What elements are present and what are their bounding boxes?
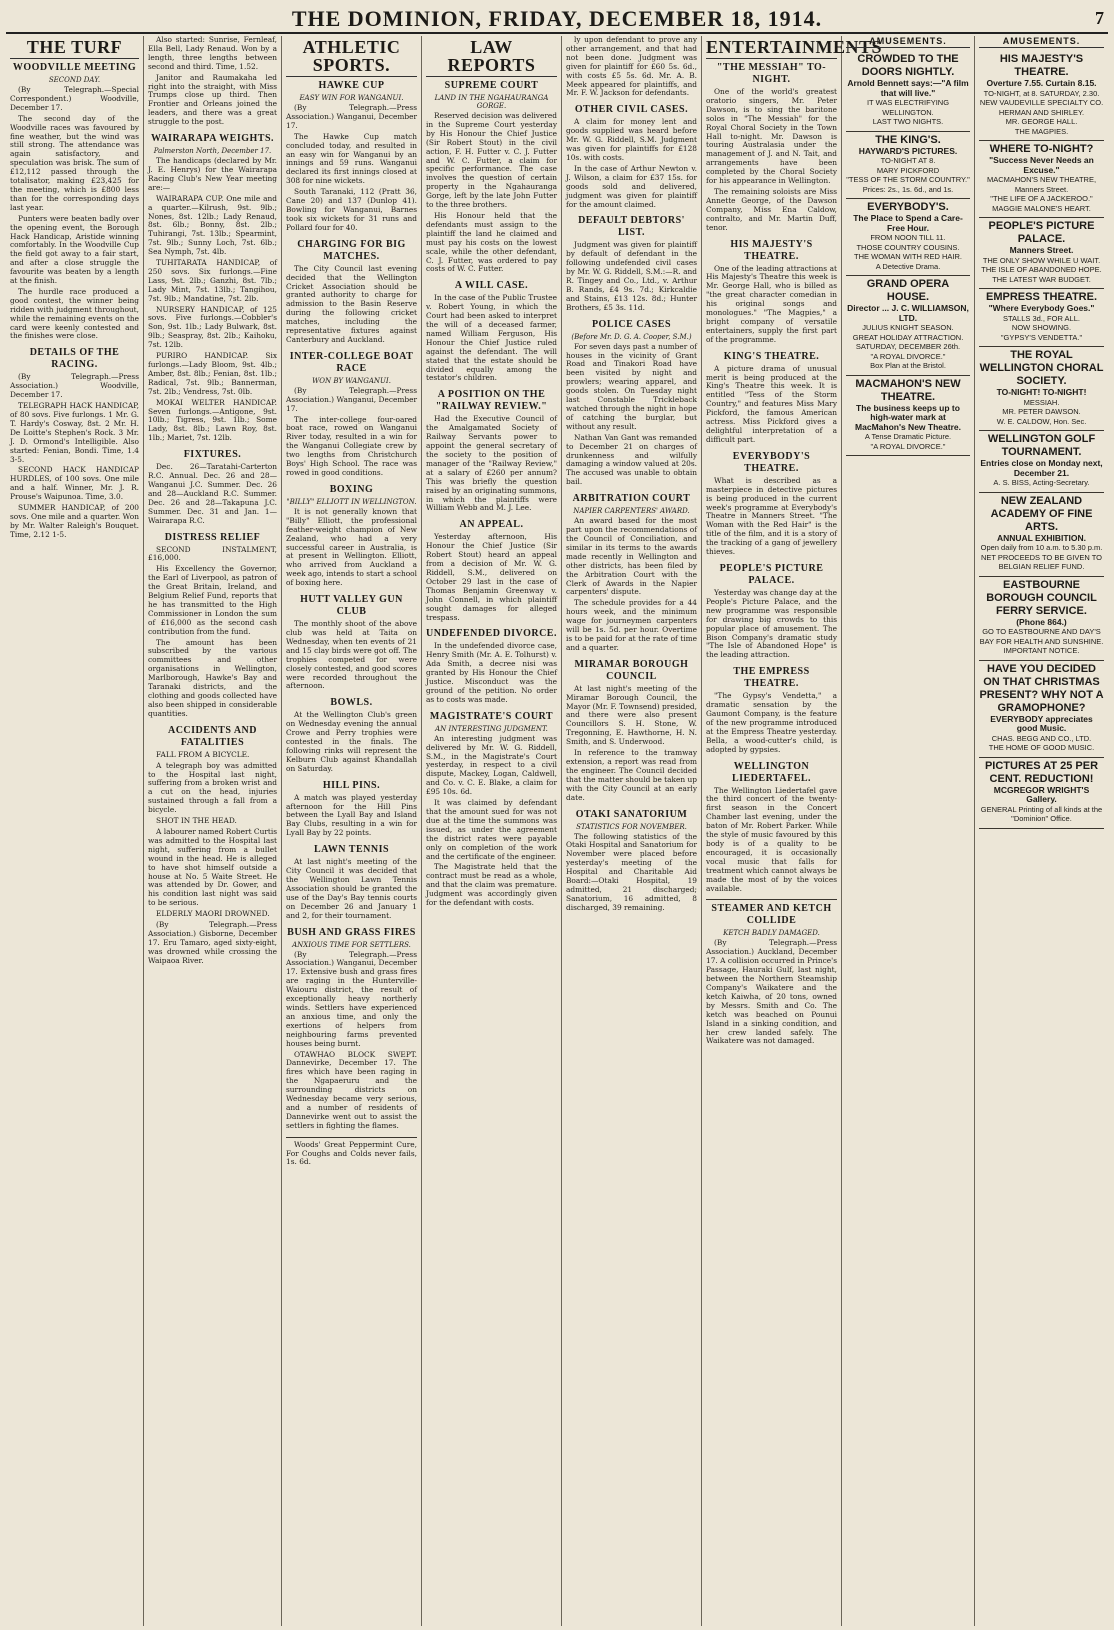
article-paragraph: Reserved decision was delivered in the Supreme Court yesterday by His Honour the Chief Justice (Sir Robert Stout) in the civil action, F. H. Futter v. C. J. Futter and W. C. Futter, a claim for specific performance. The case involves the question of certain property in the Ngahauranga Gorge, left by the late John Futter to the three brothers. — [426, 111, 557, 210]
advertisement — [979, 577, 1104, 661]
advertisement — [979, 661, 1104, 758]
article — [286, 697, 417, 773]
column-heading: ENTERTAINMENTS — [706, 37, 883, 57]
advertisement-line: MACMAHON'S NEW THEATRE, Manners Street. — [986, 175, 1097, 194]
column-heading: THE TURF — [10, 38, 139, 59]
divider-rule — [286, 1137, 417, 1138]
article-paragraph: MOKAI WELTER HANDICAP. Seven furlongs.—Antigone, 9st. 10lb.; Tigress, 9st. 1lb.; Some Lady, 8st. 8lb.; Lawn Roy, 8st. 1lb.; Mariet, 7st. 12lb. — [148, 397, 277, 443]
advertisement-title: EVERYBODY'S. — [867, 201, 949, 213]
article-paragraph: It was claimed by defendant that the amount sued for was not due at the time the summons was issued, as under the agreement the district rates were payable only on completion of the work and the certificate of the engineer. — [426, 798, 557, 861]
column-heading: ATHLETIC SPORTS. — [286, 38, 417, 77]
article — [426, 519, 557, 622]
advertisement-line: MARY PICKFORD — [876, 165, 940, 175]
advertisement-line: The business keeps up to high-water mark at MacMahon's New Theatre. — [855, 402, 961, 432]
advertisement-title: WHERE TO-NIGHT? — [989, 143, 1094, 155]
article-headline: BOWLS. — [330, 697, 373, 709]
article-headline: KING'S THEATRE. — [723, 350, 820, 362]
article-headline: DISTRESS RELIEF — [164, 531, 261, 543]
advertisement-title: PICTURES AT 25 PER CENT. REDUCTION! — [984, 759, 1099, 785]
article-headline: CHARGING FOR BIG MATCHES. — [297, 238, 406, 262]
article — [286, 239, 417, 345]
article-paragraph: The following statistics of the Otaki Hospital and Sanatorium for November were placed before yesterday's meeting of the Hospital and Charitable Aid Board:—Otaki Hospital, 19 admitted, 21 discharged; Sanatorium, 16 admitted, 8 discharged, 39 remaining. — [566, 831, 697, 912]
article-paragraph: The schedule provides for a 44 hours week, and the minimum wage for journeymen carpenters will be 1s. 5d. per hour. Overtime is to be paid for at the rate of time and a quarter. — [566, 598, 697, 652]
article-paragraph: (By Telegraph.—Press Association.) Wanganui, December 17. — [286, 103, 417, 130]
article-paragraph: An interesting judgment was delivered by Mr. W. G. Riddell, S.M., in the Magistrate's Court yesterday, in respect to a civil dispute, Mackey, Logan, Caldwell, and Co. v. C. E. Blake, a claim for £95 10s. 6d. — [426, 733, 557, 797]
article-paragraph: WAIRARAPA CUP. One mile and a quarter.—Kilrush, 9st. 9lb.; Nones, 8st. 12lb.; Lady Renaud, 8st. 6lb.; Bonny, 8st. 2lb.; Tuhirangi, 7st. 13lb.; Spearmint, 7st. 9lb.; Sunny Loch, 7st. 6lb.; Sea Nymph, 7st. 4lb. — [148, 193, 277, 257]
article-paragraph: Had the Executive Council of the Amalgamated Society of Railway Servants power to appoint the general secretary of the society to the position of manager of the "Railway Review," at a salary of £260 per annum? This was briefly the question raised by an originating summons, in which the plaintiffs were William Webb and M. J. Lee. — [426, 414, 557, 513]
advertisement-line: NEW VAUDEVILLE SPECIALTY CO. — [979, 98, 1104, 107]
advertisement-line: THOSE COUNTRY COUSINS. — [856, 242, 960, 252]
article-paragraph: (By Telegraph.—Press Association.) Wanganui, December 17. — [286, 385, 417, 413]
advertisement-title: THE ROYAL WELLINGTON CHORAL SOCIETY. — [979, 349, 1104, 387]
article-paragraph: The Wellington Liedertafel gave the third concert of the twenty-first season in the Concert Chamber last evening, under the baton of Mr. Robert Parker. While the style of music favoured by this body is of a quality to be encouraged, it is occasionally vocal music that falls for treatment which cannot always be made the most of by the voices available. — [706, 785, 837, 893]
article-paragraph: At last night's meeting of the Miramar Borough Council, the Mayor (Mr. F. Townsend) presided, and there were also present Councillors S. H. Stone, W. Tregonning, E. Hawthorne, H. N. Smith, and S. Underwood. — [566, 683, 697, 747]
article-paragraph: The City Council last evening decided that the Wellington Cricket Association should be granted authority to charge for admission to the Basin Reserve during the following cricket matches, including the representative fixtures against Canterbury and Auckland. — [286, 263, 417, 344]
patent-medicine-ad: Woods' Great Peppermint Cure, For Coughs and Colds never fails, 1s. 6d. — [286, 1139, 417, 1167]
article — [286, 844, 417, 920]
article-byline: Palmerston North, December 17. — [153, 147, 272, 156]
article-paragraph: (By Telegraph.—Press Association.) Gisborne, December 17. Eru Tamaro, aged sixty-eight, was drowned while crossing the Waipaoa River. — [148, 920, 277, 965]
advertisement-line: TO-NIGHT AT 8. — [880, 156, 936, 165]
advertisement-line: THE LATEST WAR BUDGET. — [992, 274, 1091, 284]
advertisement-line: Arnold Bennett says:—"A film that will live." — [847, 78, 969, 98]
article-paragraph: (By Telegraph.—Press Association.) Woodville, December 17. — [10, 372, 139, 400]
article — [566, 659, 697, 803]
article-paragraph: "The Gypsy's Vendetta," a dramatic sensation by the Gaumont Company, is the feature of the new programme introduced at the Empress Theatre yesterday. Bella, a wood-cutter's child, is adopted by gypsies. — [706, 691, 837, 754]
article-paragraph: It is not generally known that "Billy" Elliott, the professional feather-weight champion of New Zealand, who had a very successful career in Australia, is at present in Wellington. Elliott, who arrived from Auckland a week ago, intends to start a school of boxing here. — [286, 506, 417, 588]
article-paragraph: TUHITARATA HANDICAP, of 250 sovs. Six furlongs.—Fine Lass, 9st. 2lb.; Ganzhi, 8st. 7lb.; Lady Mint, 7st. 13lb.; Tangihou, 7st. 9lb.; Mandatine, 7st. 2lb. — [148, 258, 277, 303]
article-paragraph: ELDERLY MAORI DROWNED. — [156, 909, 270, 919]
advertisement-line: TO-NIGHT! TO-NIGHT! — [996, 387, 1087, 397]
article-byline: "BILLY" ELLIOTT IN WELLINGTON. — [286, 497, 417, 506]
article-paragraph: (By Telegraph.—Press Association.) Wanganui, December 17. Extensive bush and grass fires are raging in the Hunterville-Waiouru district, the result of exceptionally heavy northerly winds. Settlers have experienced an anxious time, and only the exertions of helpers from neighbouring farms prevented houses being burnt. — [286, 949, 417, 1048]
advertisement-line: MCGREGOR WRIGHT'S Gallery. — [993, 784, 1090, 804]
article-headline: PEOPLE'S PICTURE PALACE. — [719, 562, 824, 586]
article — [426, 711, 557, 908]
article-headline: A POSITION ON THE "RAILWAY REVIEW." — [435, 389, 548, 413]
article — [706, 563, 837, 660]
advertisement-line: A. S. BISS, Acting-Secretary. — [993, 478, 1090, 487]
advertisement-line: IMPORTANT NOTICE. — [1003, 646, 1080, 655]
advertisement-line: "Where Everybody Goes." — [988, 303, 1095, 313]
article-headline: ARBITRATION COURT — [572, 493, 691, 505]
advertisement-line: Entries close on Monday next, December 21. — [980, 458, 1103, 478]
article-paragraph: His Excellency the Governor, the Earl of Liverpool, as patron of the Great Britain, Ireland, and Belgium Relief Fund, reports that he has transmitted to the High Commissioner in London the sum of £16,000 as the second cash contribution from the fund. — [148, 564, 277, 636]
advertisement-line: Manners Street. — [1009, 245, 1074, 255]
article-paragraph: Janitor and Raumakaha led right into the straight, with Miss Trumps close up third. Then Frontier and Orleans joined the leaders, and there was a great struggle to the post. — [148, 72, 277, 127]
article — [706, 451, 837, 557]
advertisement-line: MAGGIE MALONE'S HEART. — [992, 203, 1091, 213]
advertisement-line: HERMAN AND SHIRLEY. — [998, 107, 1085, 117]
advertisement-line: THE HOME OF GOOD MUSIC. — [988, 743, 1095, 752]
article-headline: "THE MESSIAH" TO-NIGHT. — [716, 62, 827, 85]
article-byline: ANXIOUS TIME FOR SETTLERS. — [292, 940, 411, 949]
article — [426, 628, 557, 704]
advertisement-line: GENERAL Printing of all kinds at the "Dominion" Office. — [980, 804, 1103, 823]
advertisement — [979, 51, 1104, 141]
article-byline: LAND IN THE NGAHAURANGA GORGE. — [434, 94, 549, 110]
advertisement-line: "A ROYAL DIVORCE." — [870, 351, 946, 361]
advertisement-line: JULIUS KNIGHT SEASON. — [862, 323, 954, 332]
article — [10, 62, 139, 341]
article-paragraph: The handicaps (declared by Mr. J. E. Henrys) for the Wairarapa Racing Club's New Year meeting are:— — [148, 156, 277, 192]
article-byline: EASY WIN FOR WANGANUI. — [299, 94, 404, 102]
article-paragraph: The inter-college four-oared boat race, rowed on Wanganui River today, resulted in a win for the Wanganui Collegiate crew by two lengths from Christchurch Boys' High School. The race was rowed in good conditions. — [286, 414, 417, 477]
article-headline: HUTT VALLEY GUN CLUB — [300, 594, 403, 618]
article-headline: DEFAULT DEBTORS' LIST. — [578, 215, 685, 239]
article-byline: AN INTERESTING JUDGMENT. — [435, 724, 548, 733]
article-headline: SUPREME COURT — [444, 80, 539, 91]
article-paragraph: The Hawke Cup match concluded today, and resulted in an easy win for Wanganui by an innings and 59 runs. Wanganui declared its first innings closed at 308 for nine wickets. — [286, 131, 417, 186]
article-paragraph: The second day of the Woodville races was favoured by fine weather, but the wind was still strong. The attendance was again satisfactory, and speculation was brisk. The sum of £12,112 passed through the totalisator, making £23,425 for the meeting, which is £800 less than for the corresponding days last year. — [10, 113, 139, 212]
advertisement-line: THE ISLE OF ABANDONED HOPE. — [981, 265, 1102, 274]
article — [148, 36, 277, 127]
advertisement-title: GRAND OPERA HOUSE. — [866, 278, 950, 303]
advertisement-line: THE ONLY SHOW WHILE U WAIT. — [982, 255, 1101, 265]
article — [706, 761, 837, 894]
article — [566, 319, 697, 488]
article-paragraph: A claim for money lent and goods supplied was heard before Mr. W. G. Riddell, S.M. Judgment was given for plaintiffs for £128 10s. with costs. — [566, 117, 697, 162]
advertisement-line: GREAT HOLIDAY ATTRACTION. — [852, 332, 964, 342]
article-headline: EVERYBODY'S THEATRE. — [732, 450, 811, 474]
article-paragraph: A telegraph boy was admitted to the Hospital last night, suffering from a broken wrist and a cut on the head, injuries sustained through a fall from a bicycle. — [148, 760, 277, 815]
article-paragraph: (By Telegraph.—Press Association.) Auckland, December 17. A collision occurred in Prince's Passage, Hauraki Gulf, last night, between the Northern Steamship Company's Waikatere and the ketch Kaiwha, of 20 tons, owned by Messrs. Smith and Co. The ketch was beached on Pounui Island in a sinking condition, and her crew landed safely. The Waikatere was not damaged. — [706, 938, 837, 1046]
article-paragraph: Yesterday was change day at the People's Picture Palace, and the new programme was responsible for drawing big crowds to this popular place of amusement. The Bison Company's dramatic study "The Isle of Abandoned Hope" is the leading attraction. — [706, 587, 837, 660]
article-headline: DETAILS OF THE RACING. — [29, 347, 120, 371]
article-paragraph: In the case of Arthur Newton v. J. Wilson, a claim for £37 15s. for goods sold and delivered, judgment was given for plaintiff for the amount claimed. — [566, 163, 697, 209]
article — [706, 351, 837, 445]
article-paragraph: In the undefended divorce case, Henry Smith (Mr. A. E. Tolhurst) v. Ada Smith, a decree nisi was granted by His Honour the Chief Justice. Misconduct was the ground of the petition. No order as to costs was made. — [426, 641, 557, 704]
column-turf — [6, 36, 144, 1626]
advertisement — [979, 289, 1104, 347]
masthead-title: THE DOMINION, FRIDAY, DECEMBER 18, 1914. — [291, 6, 823, 31]
article-headline: FIXTURES. — [183, 449, 242, 461]
advertisement-line: "TESS OF THE STORM COUNTRY." — [846, 175, 970, 184]
column-law-reports-continued — [562, 36, 702, 1626]
advertisement-title: EASTBOURNE BOROUGH COUNCIL FERRY SERVICE. — [986, 578, 1097, 617]
article-headline: STEAMER AND KETCH COLLIDE — [711, 903, 832, 927]
article-headline: HAWKE CUP — [318, 80, 385, 91]
columns — [6, 36, 1108, 1626]
advertisement-line: "GYPSY'S VENDETTA." — [1000, 332, 1083, 342]
article — [286, 80, 417, 233]
advertisement-line: "THE LIFE OF A JACKEROO." — [990, 194, 1093, 203]
article-headline: AN APPEAL. — [459, 519, 524, 531]
article-paragraph: The remaining soloists are Miss Annette George, of the Dawson Company, Miss Ena Caldow, contralto, and Mr. Martin Duff, tenor. — [706, 186, 837, 232]
article-paragraph: An award based for the most part upon the recommendations of the Council of Conciliation, and similar in its terms to the awards made recently in Wellington and other districts, has been filed by the Arbitration Court with the Clerk of Awards in the Napier carpenters' dispute. — [566, 516, 697, 597]
page-number: 7 — [1095, 8, 1104, 28]
article-paragraph: SHOT IN THE HEAD. — [156, 816, 237, 826]
article — [286, 780, 417, 839]
article-headline: OTAKI SANATORIUM — [575, 808, 688, 820]
advertisement-title: NEW ZEALAND ACADEMY OF FINE ARTS. — [990, 494, 1093, 533]
article — [148, 449, 277, 525]
advertisement-line: Overture 7.55. Curtain 8.15. — [986, 78, 1097, 88]
article-paragraph: A labourer named Robert Curtis was admitted to the Hospital last night, suffering from a bullet wound in the head. He is alleged to have shot himself outside a house at No. 5 Waite Street. He was attended by Dr. Gower, and his condition last night was said to be serious. — [148, 826, 277, 908]
article-paragraph: In the case of the Public Trustee v. Robert Young, in which the Court had been asked to interpret the will of a deceased farmer, named William Ferguson, His Honour the Chief Justice ruled against the defendant. The will stated that the estate should be divided equally among the testator's children. — [426, 293, 557, 383]
article-paragraph: A match was played yesterday afternoon for the Hill Pins between the Lyall Bay and Island Bay Clubs, resulting in a win for Lyall Bay by 22 points. — [286, 792, 417, 838]
advertisement-line: IT WAS ELECTRIFYING WELLINGTON. — [866, 98, 950, 117]
article-paragraph: For seven days past a number of houses in the vicinity of Grant Road and Tinakori Road have been visited by night and prowlers; wearing apparel, and goods stolen. On Tuesday night last Constable Trickleback watched through the night in hope of catching the burglar, but without any result. — [566, 341, 697, 431]
column-amusements-1 — [842, 36, 975, 1626]
advertisement — [846, 376, 970, 457]
article-paragraph: Punters were beaten badly over the opening event, the Borough Hack Handicap, Aristide winning comfortably. In the Woodville Cup the field got away to a fair start, and after a close struggle the favourite was beaten by a length at the finish. — [10, 213, 139, 286]
article — [706, 666, 837, 754]
article-headline: MIRAMAR BOROUGH COUNCIL — [574, 658, 689, 682]
article-headline: INTER-COLLEGE BOAT RACE — [289, 350, 414, 374]
article-byline: NAPIER CARPENTERS' AWARD. — [573, 507, 690, 516]
article-paragraph: Also started: Sunrise, Fernleaf, Ella Bell, Lady Renaud. Won by a length, three lengths between second and third. Time, 1.52. — [148, 35, 277, 71]
article-paragraph: SUMMER HANDICAP, of 200 sovs. One mile and a quarter. Won by Mr. Walter Raleigh's Bouquet. Time, 2.12 1-5. — [10, 503, 139, 539]
advertisement-title: THE KING'S. — [875, 133, 941, 146]
article-paragraph: A picture drama of unusual merit is being produced at the King's Theatre this week. It is entitled "Tess of the Storm Country," and features Miss Mary Pickford, the famous American actress. Miss Pickford gives a delightful interpretation of a difficult part. — [706, 363, 837, 444]
advertisement — [846, 51, 970, 132]
article-paragraph: The monthly shoot of the above club was held at Taita on Wednesday, when ten events of 21 and 15 clay birds were got off. The trophies competed for were closely contested, and good scores were recorded throughout the afternoon. — [286, 619, 417, 691]
advertisement-line: "A ROYAL DIVORCE." — [870, 441, 946, 451]
article — [286, 484, 417, 588]
article-headline: UNDEFENDED DIVORCE. — [426, 628, 557, 640]
article-headline: ACCIDENTS AND FATALITIES — [167, 724, 257, 748]
article-paragraph: ly upon defendant to prove any other arrangement, and that had not been done. Judgment was given for plaintiff for £60 5s. 6d., with costs £5 5s. 6d. Mr. A. B. Meek appeared for plaintiffs, and Mr. F. W. Jackson for defendants. — [566, 35, 697, 98]
article — [148, 532, 277, 719]
article-headline: MAGISTRATE'S COURT — [429, 710, 554, 722]
article-byline: STATISTICS FOR NOVEMBER. — [576, 822, 687, 831]
advertisement — [979, 347, 1104, 431]
article-byline: KETCH BADLY DAMAGED. — [723, 929, 820, 938]
column-amusements-2 — [975, 36, 1108, 1626]
article-paragraph: Judgment was given for plaintiff by default of defendant in the following undefended civil cases by Mr. W. G. Riddell, S.M.:—R. and R. Tingey and Co., Ltd., v. Arthur B. Rands, £4 9s. 7d.; Kirkcaldie and Stains, £13 12s. 8d.; Hunter Brothers, £5 3s. 11d. — [566, 240, 697, 312]
article-paragraph: NURSERY HANDICAP, of 125 sovs. Five furlongs.—Cobbler's Son, 9st. 1lb.; Lady Bulwark, 8st. 9lb.; Seaspray, 8st. 2lb.; Kaihoku, 7st. 12lb. — [148, 304, 277, 350]
article — [148, 133, 277, 443]
article-headline: THE EMPRESS THEATRE. — [733, 666, 810, 690]
article — [566, 36, 697, 98]
advertisement — [979, 493, 1104, 577]
advertisement-title: WELLINGTON GOLF TOURNAMENT. — [987, 433, 1096, 458]
advertisement-title: HAVE YOU DECIDED ON THAT CHRISTMAS PRESENT? WHY NOT A GRAMOPHONE? — [979, 662, 1104, 714]
amusements-header: AMUSEMENTS. — [846, 36, 970, 48]
advertisement-line: MESSIAH. — [1023, 397, 1060, 407]
article — [566, 809, 697, 913]
advertisement — [979, 141, 1104, 218]
article-paragraph: (By Telegraph.—Special Correspondent.) Woodville, December 17. — [10, 85, 139, 112]
article — [426, 389, 557, 513]
advertisement-title: CROWDED TO THE DOORS NIGHTLY. — [857, 53, 959, 78]
article — [426, 80, 557, 274]
advertisement-line: LAST TWO NIGHTS. — [872, 117, 944, 126]
article-paragraph: His Honour held that the defendants must assign to the plaintiff the land he claimed and must pay his costs on the lowest scale, while the other defendant, C. J. Futter, was ordered to pay costs of W. C. Futter. — [426, 210, 557, 274]
article-paragraph: OTAWHAO BLOCK SWEPT. Dannevirke, December 17. The fires which have been raging in the Ngapaeruru and the surrounding districts on Wednesday became very serious, and a number of residents of Dannevirke went out to assist the settlers in fighting the flames. — [286, 1049, 417, 1130]
advertisement-line: "Success Never Needs an Excuse." — [989, 155, 1094, 175]
advertisement-line: (Phone 864.) — [1016, 616, 1067, 627]
article — [706, 239, 837, 345]
advertisement-line: MR. GEORGE HALL. — [1005, 117, 1078, 126]
advertisement-line: Director ... J. C. WILLIAMSON, LTD. — [847, 303, 969, 323]
advertisement — [846, 132, 970, 200]
article-paragraph: South Taranaki, 112 (Pratt 36, Cane 20) and 137 (Dunlop 41). Bowling for Wanganui, Barnes took six wickets for 31 runs and Pollard four for 40. — [286, 187, 417, 232]
article — [148, 725, 277, 966]
article-headline: BOXING — [329, 483, 374, 495]
article-headline: HIS MAJESTY'S THEATRE. — [730, 238, 813, 262]
article-paragraph: Yesterday afternoon, His Honour the Chief Justice (Sir Robert Stout) heard an appeal from a decision of Mr. W. G. Riddell, S.M., delivered on October 29 last in the case of Thomas Benjamin Greenway v. John Connell, in which plaintiff sought damages for alleged trespass. — [426, 532, 557, 622]
article-headline: A WILL CASE. — [454, 280, 529, 292]
article-headline: OTHER CIVIL CASES. — [574, 104, 689, 116]
article — [10, 347, 139, 539]
advertisement-line: THE MAGPIES. — [1014, 126, 1069, 136]
article-byline: SECOND DAY. — [48, 76, 101, 84]
article-byline: WON BY WANGANUI. — [312, 376, 391, 385]
article-paragraph: The amount has been subscribed by the various committees and other organisations in Wellington, Marlborough, Hawke's Bay and Taranaki districts, and the clothing and goods collected have also been shipped in considerable quantities. — [148, 637, 277, 718]
article-headline: BUSH AND GRASS FIRES — [287, 926, 416, 938]
advertisement-title: MACMAHON'S NEW THEATRE. — [855, 377, 961, 403]
article — [286, 594, 417, 691]
advertisement-line: A Detective Drama. — [875, 261, 941, 271]
advertisement-line: CHAS. BEGG AND CO., LTD. — [991, 733, 1092, 743]
article-paragraph: In reference to the tramway extension, a report was read from the engineer. The Council decided that the matter should be taken up with the City Council at an early date. — [566, 748, 698, 802]
article — [566, 493, 697, 653]
article — [706, 62, 837, 233]
advertisement-line: The Place to Spend a Care-Free Hour. — [853, 213, 963, 233]
advertisement-line: ANNUAL EXHIBITION. — [996, 532, 1087, 543]
article-byline: (Before Mr. D. G. A. Cooper, S.M.) — [571, 332, 692, 341]
divider-rule — [706, 899, 837, 900]
advertisement — [979, 218, 1104, 289]
advertisement-line: HAYWARD'S PICTURES. — [858, 145, 958, 156]
advertisement-line: Open daily from 10 a.m. to 5.30 p.m. — [980, 543, 1103, 552]
article-paragraph: At the Wellington Club's green on Wednesday evening the annual Crowe and Perry trophies were contested in the finals. The following rinks will represent the Kelburn Club against Khandallah on Saturday. — [286, 710, 417, 773]
advertisement-line: THE WOMAN WITH RED HAIR. — [854, 252, 962, 261]
advertisement-line: NET PROCEEDS TO BE GIVEN TO BELGIAN RELIEF FUND. — [980, 552, 1102, 571]
column-entertainments — [702, 36, 883, 1626]
advertisement-line: SATURDAY, DECEMBER 26th. — [855, 342, 961, 351]
advertisement-line: EVERYBODY appreciates good Music. — [990, 713, 1093, 733]
article-paragraph: SECOND INSTALMENT, £16,000. — [148, 544, 277, 563]
article-headline: POLICE CASES — [591, 318, 672, 330]
article-paragraph: The hurdle race produced a good contest, the winner being ridden with judgment throughout, while the remaining events on the card were keenly contested and the finishes were close. — [10, 286, 139, 341]
article-headline: WAIRARAPA WEIGHTS. — [150, 133, 275, 145]
advertisement-line: NOW SHOWING. — [1011, 323, 1072, 332]
advertisement-line: STALLS 3d., FOR ALL. — [1003, 313, 1080, 323]
advertisement-line: GO TO EASTBOURNE AND DAY'S BAY FOR HEALTH AND SUNSHINE. — [979, 627, 1104, 646]
advertisement-title: HIS MAJESTY'S THEATRE. — [999, 53, 1084, 78]
article-headline: LAWN TENNIS — [313, 844, 390, 856]
article-paragraph: SECOND HACK HANDICAP HURDLES, of 100 sovs. One mile and a half. Winner, Mr. J. R. Prouse's Waipunoa. Time, 3.0. — [10, 465, 139, 502]
article-paragraph: The Magistrate held that the contract must be read as a whole, and that the claim was premature. Judgment was accordingly given for the defendant with costs. — [426, 862, 557, 908]
article-headline: WELLINGTON LIEDERTAFEL. — [731, 760, 812, 784]
article-paragraph: One of the leading attractions at His Majesty's Theatre this week is Mr. George Hall, who is billed as "the great character comedian in his original songs and monologues." "The Magpies," a bright company of versatile entertainers, supply the first part of the programme. — [706, 263, 837, 344]
advertisement — [979, 431, 1104, 493]
article — [566, 104, 697, 209]
article-paragraph: FALL FROM A BICYCLE. — [156, 749, 250, 759]
article-paragraph: Nathan Van Gant was remanded to December 21 on charges of drunkenness and wilfully damaging a window valued at 20s. The accused was unable to obtain bail. — [566, 432, 697, 487]
column-law-reports — [422, 36, 562, 1626]
advertisement-line: Prices: 2s., 1s. 6d., and 1s. — [862, 184, 954, 194]
column-heading: LAW REPORTS — [426, 38, 557, 77]
article-headline: HILL PINS. — [322, 779, 381, 791]
column-athletic-sports — [282, 36, 422, 1626]
article — [566, 215, 697, 312]
advertisement — [846, 276, 970, 376]
advertisement-title: PEOPLE'S PICTURE PALACE. — [988, 220, 1095, 245]
advertisement-line: A Tense Dramatic Picture. — [864, 432, 952, 441]
advertisement — [979, 758, 1104, 829]
advertisement-line: Box Plan at the Bristol. — [870, 361, 946, 370]
amusements-header: AMUSEMENTS. — [979, 36, 1104, 48]
article-paragraph: TELEGRAPH HACK HANDICAP, of 80 sovs. Five furlongs. 1 Mr. G. T. Hardy's Cosway, 8st. 2 Mr. H. De Loitte's Stephen's Rock. 3 Mr. J. D. Ormond's Intelligible. Also started: Fenian, Bondi. Time, 1.4 3-5. — [10, 401, 139, 464]
advertisement — [846, 199, 970, 276]
advertisement-line: TO-NIGHT, at 8. SATURDAY, 2.30. — [983, 88, 1100, 98]
advertisement-line: W. E. CALDOW, Hon. Sec. — [996, 416, 1087, 426]
advertisement-title: EMPRESS THEATRE. — [985, 291, 1098, 303]
article-paragraph: One of the world's greatest oratorio singers, Mr. Peter Dawson, is to sing the baritone solos in "The Messiah" for the Royal Choral Society in the Town Hall to-night. Mr. Dawson is touring Australasia under the management of J. and N. Tait, and arrangements have been completed by the Choral Society for his appearance in Wellington. — [706, 87, 837, 186]
article-paragraph: PURIRO HANDICAP. Six furlongs.—Lady Bloom, 9st. 4lb.; Amber, 8st. 8lb.; Fenian, 8st. 1lb.; Radical, 7st. 9lb.; Bannerman, 7st. 2lb.; Vendress, 7st. 0lb. — [148, 351, 277, 396]
advertisement-line: MR. PETER DAWSON. — [1002, 407, 1081, 416]
advertisement-line: FROM NOON TILL 11. — [870, 233, 946, 242]
article — [286, 927, 417, 1131]
article-paragraph: Dec. 26—Taratahi-Carterton R.C. Annual. Dec. 26 and 28—Wanganui J.C. Summer. Dec. 26 and 28—Auckland R.C. Summer. Dec. 26 and 28—Takapuna J.C. Summer. Dec. 31 and Jan. 1—Wairarapa R.C. — [148, 462, 277, 525]
article-paragraph: What is described as a masterpiece in detective pictures is being produced in the current week's programme at Everybody's Theatre in Manners Street. "The Woman with the Red Hair" is the title of the film, and it is a story of the tracking of a gang of jewellery thieves. — [706, 475, 837, 557]
article — [286, 351, 417, 478]
article-headline: WOODVILLE MEETING — [12, 62, 137, 73]
article — [426, 280, 557, 383]
column-turf-continued — [144, 36, 282, 1626]
article-paragraph: At last night's meeting of the City Council it was decided that the Wellington Lawn Tennis Association should be granted the use of the Day's Bay tennis courts on December 26 and January 1 and 2, for their tournament. — [286, 857, 417, 920]
masthead — [6, 6, 1108, 34]
